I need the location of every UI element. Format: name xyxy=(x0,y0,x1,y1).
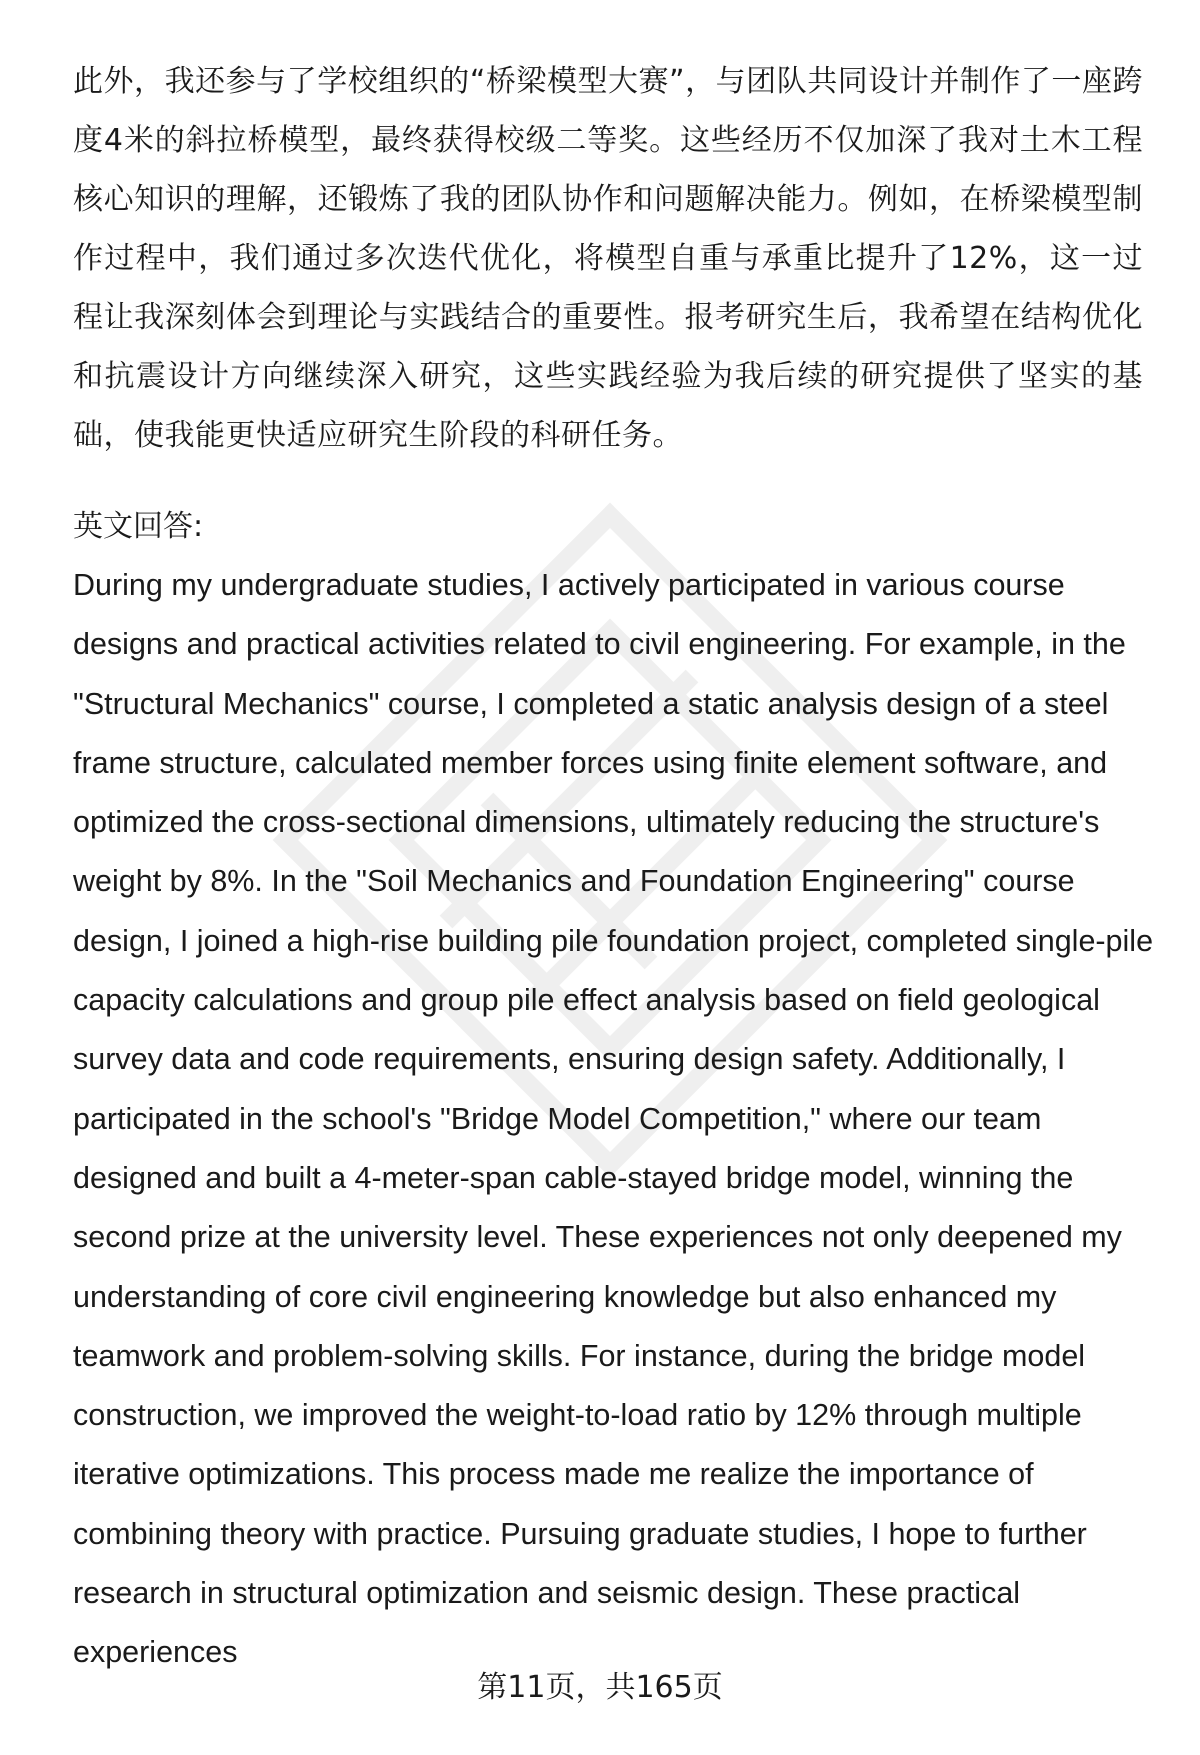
page-number: 第11页，共165页 xyxy=(477,1670,723,1705)
chinese-answer-paragraph: 此外，我还参与了学校组织的“桥梁模型大赛”，与团队共同设计并制作了一座跨度4米的斜拉桥模型，最终获得校级二等奖。这些经历不仅加深了我对土木工程核心知识的理解，还锻炼了我的团队协作和问题解决能力。例如，在桥梁模型制作过程中，我们通过多次迭代优化，将模型自重与承重比提升了12%，这一过程让我深刻体会到理论与实践结合的重要性。报考研究生后，我希望在结构优化和抗震设计方向继续深入研究，这些实践经验为我后续的研究提供了坚实的基础，使我能更快适应研究生阶段的科研任务。 xyxy=(73,64,1143,453)
english-answer-heading: 英文回答: xyxy=(73,509,204,544)
english-answer-paragraph: During my undergraduate studies, I actively participated in various course designs and practical activities related to civil engineering. For example, in the "Structural Mechanics" course, I completed a static analysis design of a steel frame structure, calculated member forces using finite element software, and optimized the cross-sectional dimensions, ultimately reducing the structure's weight by 8%. In the "Soil Mechanics and Foundation Engineering" course design, I joined a high-rise building pile foundation project, completed single-pile capacity calculations and group pile effect analysis based on field geological survey data and code requirements, ensuring design safety. Additionally, I participated in the school's "Bridge Model Competition," where our team designed and built a 4-meter-span cable-stayed bridge model, winning the second prize at the university level. These experiences not only deepened my understanding of core civil engineering knowledge but also enhanced my teamwork and problem-solving skills. For instance, during the bridge model construction, we improved the weight-to-load ratio by 12% through multiple iterative optimizations. This process made me realize the importance of combining theory with practice. Pursuing graduate studies, I hope to further research in structural optimization and seismic design. These practical experiences xyxy=(73,568,1154,1670)
